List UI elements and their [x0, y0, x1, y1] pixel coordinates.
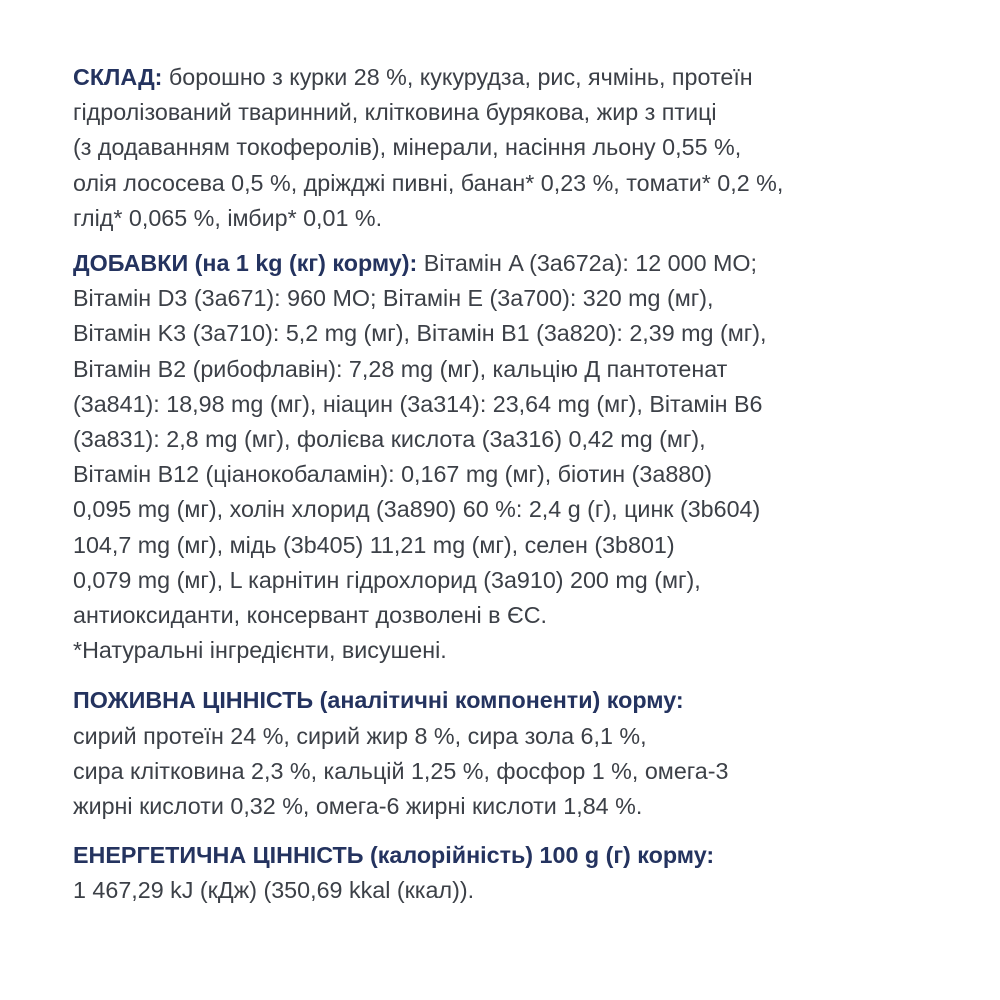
nutrition-line: сира клітковина 2,3 %, кальцій 1,25 %, фосфор 1 %, омега-3 — [73, 757, 729, 784]
composition-heading: СКЛАД: — [73, 64, 163, 90]
additives-line: (3a841): 18,98 mg (мг), ніацин (3a314): 23,64 mg (мг), Вітамін B6 — [73, 390, 763, 417]
additives-line: Вітамін B12 (ціанокобаламін): 0,167 mg (мг), біотин (3a880) — [73, 461, 712, 488]
composition-text: борошно з курки 28 %, кукурудза, рис, ячмінь, протеїн — [162, 64, 753, 90]
footnote-natural-ingredients: *Натуральні інгредієнти, висушені. — [73, 637, 447, 664]
additives-line: (3a831): 2,8 mg (мг), фолієва кислота (3a316) 0,42 mg (мг), — [73, 426, 706, 453]
nutrition-heading: ПОЖИВНА ЦІННІСТЬ (аналітичні компоненти) корму: — [73, 687, 684, 714]
additives-line: 0,079 mg (мг), L карнітин гідрохлорид (3a910) 200 mg (мг), — [73, 566, 701, 593]
additives-line: антиоксиданти, консервант дозволені в ЄС. — [73, 602, 548, 629]
composition-line: (з додаванням токоферолів), мінерали, насіння льону 0,55 %, — [73, 134, 742, 161]
additives-line: Вітамін B2 (рибофлавін): 7,28 mg (мг), кальцію Д пантотенат — [73, 355, 728, 382]
additives-line: 104,7 mg (мг), мідь (3b405) 11,21 mg (мг), селен (3b801) — [73, 531, 675, 558]
additives-heading: ДОБАВКИ (на 1 kg (кг) корму): — [73, 250, 418, 277]
energy-heading: ЕНЕРГЕТИЧНА ЦІННІСТЬ (калорійність) 100 g (г) корму: — [73, 842, 715, 869]
composition-line — [73, 60, 953, 95]
composition-section — [73, 60, 953, 236]
additives-line: 0,095 mg (мг), холін хлорид (3a890) 60 %: 2,4 g (г), цинк (3b604) — [73, 496, 761, 523]
ingredients-panel — [73, 60, 953, 909]
additives-line — [73, 246, 953, 281]
energy-line: 1 467,29 kJ (кДж) (350,69 kkal (ккал)). — [73, 877, 475, 904]
nutrition-line: сирий протеїн 24 %, сирий жир 8 %, сира зола 6,1 %, — [73, 722, 647, 749]
additives-line: Вітамін K3 (3a710): 5,2 mg (мг), Вітамін B1 (3a820): 2,39 mg (мг), — [73, 320, 767, 347]
energy-section — [73, 838, 953, 908]
composition-line: глід* 0,065 %, імбир* 0,01 %. — [73, 204, 383, 231]
additives-section — [73, 246, 953, 668]
composition-line: гідролізований тваринний, клітковина бурякова, жир з птиці — [73, 99, 717, 126]
composition-line: олія лососева 0,5 %, дріжджі пивні, банан* 0,23 %, томати* 0,2 %, — [73, 169, 784, 196]
additives-text: Вітамін A (3a672a): 12 000 МО; — [417, 250, 758, 277]
additives-line: Вітамін D3 (3a671): 960 МО; Вітамін E (3a700): 320 mg (мг), — [73, 285, 714, 312]
nutrition-section — [73, 683, 953, 824]
nutrition-line: жирні кислоти 0,32 %, омега-6 жирні кислоти 1,84 %. — [73, 793, 643, 820]
